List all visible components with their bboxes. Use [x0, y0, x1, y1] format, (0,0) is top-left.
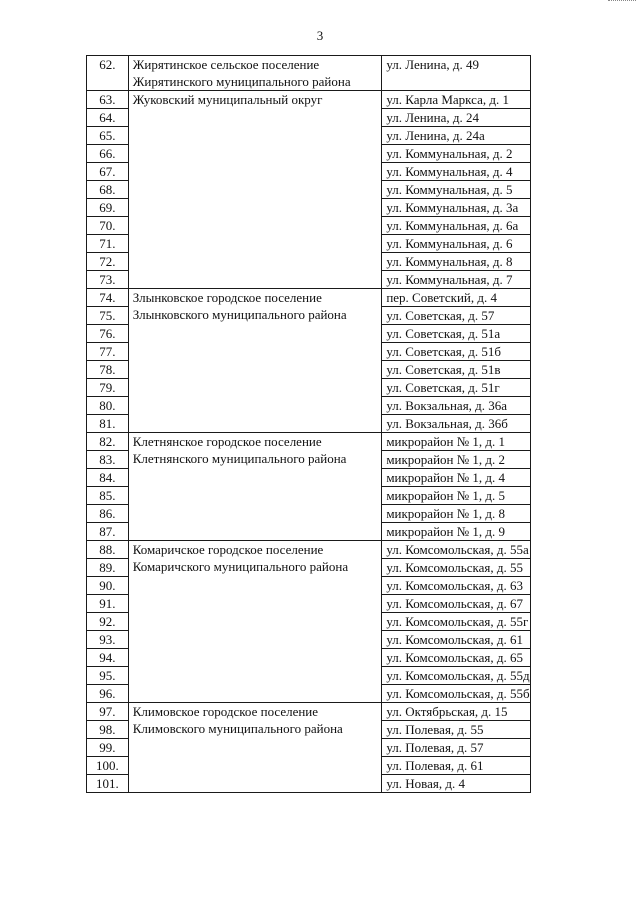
row-number: 67. [87, 163, 129, 181]
settlement-name: Жирятинское сельское поселение Жирятинского муниципального района [128, 56, 382, 91]
row-number: 68. [87, 181, 129, 199]
address-cell: микрорайон № 1, д. 1 [382, 433, 531, 451]
row-number: 75. [87, 307, 129, 325]
address-cell: ул. Вокзальная, д. 36а [382, 397, 531, 415]
address-cell: ул. Советская, д. 51в [382, 361, 531, 379]
row-number: 63. [87, 91, 129, 109]
address-cell: микрорайон № 1, д. 2 [382, 451, 531, 469]
row-number: 77. [87, 343, 129, 361]
row-number: 86. [87, 505, 129, 523]
address-cell: ул. Полевая, д. 55 [382, 721, 531, 739]
address-cell: ул. Октябрьская, д. 15 [382, 703, 531, 721]
row-number: 65. [87, 127, 129, 145]
address-cell: ул. Комсомольская, д. 65 [382, 649, 531, 667]
address-cell: ул. Комсомольская, д. 61 [382, 631, 531, 649]
row-number: 69. [87, 199, 129, 217]
row-number: 100. [87, 757, 129, 775]
housing-address-table [86, 55, 531, 793]
settlement-name: Жуковский муниципальный округ [128, 91, 382, 289]
row-number: 82. [87, 433, 129, 451]
address-cell: ул. Вокзальная, д. 36б [382, 415, 531, 433]
address-cell: ул. Комсомольская, д. 55 [382, 559, 531, 577]
row-number: 62. [87, 56, 129, 91]
address-cell: ул. Советская, д. 51г [382, 379, 531, 397]
row-number: 78. [87, 361, 129, 379]
address-cell: ул. Комсомольская, д. 67 [382, 595, 531, 613]
row-number: 71. [87, 235, 129, 253]
table-row [87, 56, 531, 91]
address-cell: ул. Коммунальная, д. 3а [382, 199, 531, 217]
address-cell: ул. Ленина, д. 24а [382, 127, 531, 145]
address-cell: ул. Новая, д. 4 [382, 775, 531, 793]
address-cell: ул. Карла Маркса, д. 1 [382, 91, 531, 109]
address-cell: ул. Советская, д. 51б [382, 343, 531, 361]
address-cell: ул. Коммунальная, д. 5 [382, 181, 531, 199]
settlement-name: Клетнянское городское поселение Клетнянского муниципального района [128, 433, 382, 541]
row-number: 70. [87, 217, 129, 235]
row-number: 98. [87, 721, 129, 739]
row-number: 74. [87, 289, 129, 307]
address-cell: ул. Коммунальная, д. 4 [382, 163, 531, 181]
row-number: 85. [87, 487, 129, 505]
row-number: 72. [87, 253, 129, 271]
table-row [87, 541, 531, 559]
address-cell: ул. Коммунальная, д. 6 [382, 235, 531, 253]
address-cell: ул. Советская, д. 51а [382, 325, 531, 343]
row-number: 79. [87, 379, 129, 397]
row-number: 64. [87, 109, 129, 127]
row-number: 66. [87, 145, 129, 163]
settlement-name: Злынковское городское поселение Злынковского муниципального района [128, 289, 382, 433]
row-number: 73. [87, 271, 129, 289]
row-number: 87. [87, 523, 129, 541]
row-number: 84. [87, 469, 129, 487]
table-row [87, 433, 531, 451]
row-number: 96. [87, 685, 129, 703]
address-cell: ул. Советская, д. 57 [382, 307, 531, 325]
address-cell: ул. Коммунальная, д. 2 [382, 145, 531, 163]
row-number: 99. [87, 739, 129, 757]
row-number: 90. [87, 577, 129, 595]
address-cell: ул. Полевая, д. 61 [382, 757, 531, 775]
table-row [87, 91, 531, 109]
address-cell: ул. Полевая, д. 57 [382, 739, 531, 757]
row-number: 81. [87, 415, 129, 433]
table-row [87, 703, 531, 721]
address-cell: микрорайон № 1, д. 4 [382, 469, 531, 487]
row-number: 94. [87, 649, 129, 667]
address-cell: ул. Ленина, д. 24 [382, 109, 531, 127]
address-cell: ул. Ленина, д. 49 [382, 56, 531, 91]
row-number: 83. [87, 451, 129, 469]
row-number: 92. [87, 613, 129, 631]
page-number: 3 [316, 28, 324, 43]
address-cell: микрорайон № 1, д. 8 [382, 505, 531, 523]
row-number: 80. [87, 397, 129, 415]
table-row [87, 289, 531, 307]
address-cell: ул. Комсомольская, д. 63 [382, 577, 531, 595]
row-number: 88. [87, 541, 129, 559]
row-number: 97. [87, 703, 129, 721]
row-number: 91. [87, 595, 129, 613]
row-number: 76. [87, 325, 129, 343]
address-cell: микрорайон № 1, д. 5 [382, 487, 531, 505]
address-cell: ул. Комсомольская, д. 55а [382, 541, 531, 559]
row-number: 89. [87, 559, 129, 577]
scan-corner-mark [608, 0, 636, 3]
settlement-name: Климовское городское поселение Климовского муниципального района [128, 703, 382, 793]
address-cell: пер. Советский, д. 4 [382, 289, 531, 307]
address-cell: ул. Комсомольская, д. 55г [382, 613, 531, 631]
address-cell: ул. Комсомольская, д. 55д [382, 667, 531, 685]
row-number: 101. [87, 775, 129, 793]
address-cell: ул. Коммунальная, д. 7 [382, 271, 531, 289]
row-number: 93. [87, 631, 129, 649]
address-cell: микрорайон № 1, д. 9 [382, 523, 531, 541]
address-cell: ул. Коммунальная, д. 8 [382, 253, 531, 271]
address-cell: ул. Комсомольская, д. 55б [382, 685, 531, 703]
table-body [87, 56, 531, 793]
row-number: 95. [87, 667, 129, 685]
settlement-name: Комаричское городское поселение Комаричского муниципального района [128, 541, 382, 703]
address-cell: ул. Коммунальная, д. 6а [382, 217, 531, 235]
